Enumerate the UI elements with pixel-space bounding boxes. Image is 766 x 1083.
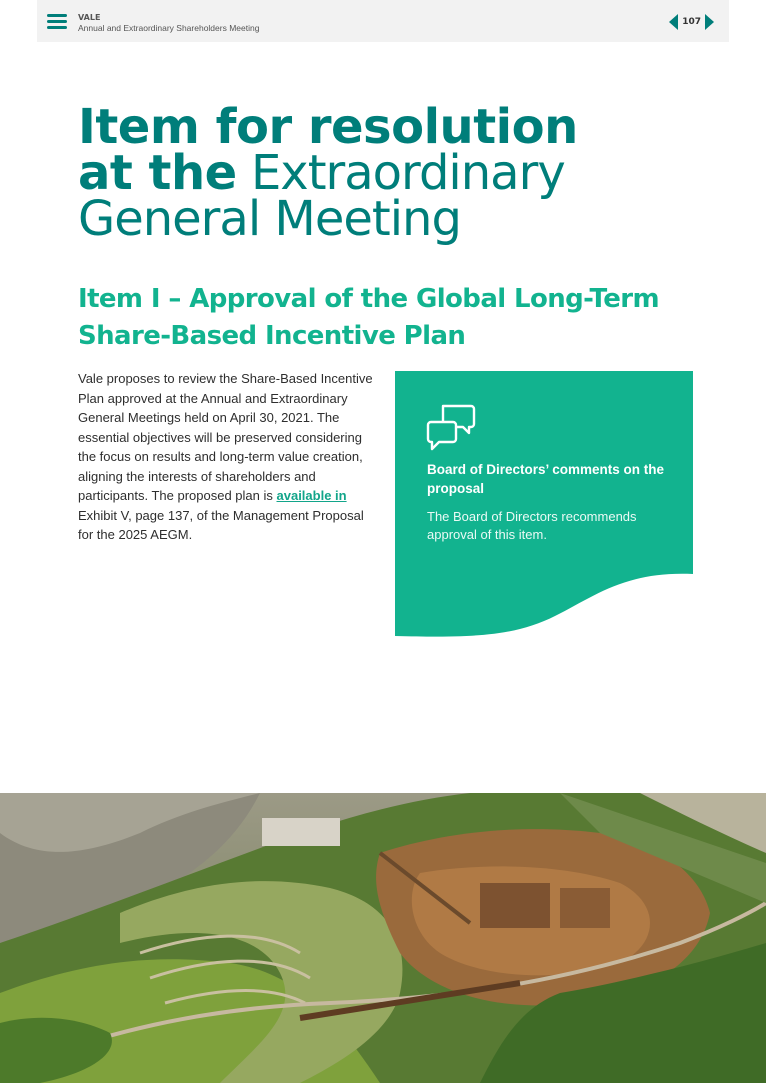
arrow-right-icon[interactable]: [705, 14, 714, 30]
pager: [669, 13, 714, 30]
item-heading-line2: Share-Based Incentive Plan: [78, 321, 466, 351]
title-line2-bold: at the: [78, 145, 237, 201]
hamburger-menu-icon[interactable]: [47, 14, 67, 30]
title-line3: General Meeting: [78, 191, 461, 247]
item-heading: [78, 281, 718, 355]
item-heading-line1: Item I – Approval of the Global Long-Term: [78, 284, 659, 314]
board-title: Board of Directors’ comments on the proposal: [427, 462, 665, 496]
brand-name: VALE: [78, 13, 101, 22]
proposal-text: [78, 369, 378, 545]
board-comments-box: [395, 371, 693, 638]
title-line1: Item for resolution: [78, 99, 578, 155]
page-title: [78, 99, 638, 247]
speech-bubbles-icon: [426, 402, 476, 452]
document-subtitle: Annual and Extraordinary Shareholders Meeting: [78, 23, 260, 33]
exhibit-link[interactable]: available in: [276, 488, 347, 503]
arrow-left-icon[interactable]: [669, 14, 678, 30]
proposal-text-end: Exhibit V, page 137, of the Management Proposal for the 2025 AEGM.: [78, 507, 364, 542]
title-line2-light: Extraordinary: [236, 145, 565, 201]
page-header: [37, 0, 729, 42]
mine-aerial-photo: [0, 793, 766, 1083]
page-number: 107: [682, 16, 701, 27]
board-recommendation: The Board of Directors recommends approval of this item.: [427, 509, 637, 542]
proposal-text-start: Vale proposes to review the Share-Based Incentive Plan approved at the Annual and Extraordinary General Meetings held on April 30, 2021. The essential objectives will be preserved considering the focus on results and long-term value creation, aligning the interests of shareholders and participants. The proposed plan is: [78, 371, 373, 503]
